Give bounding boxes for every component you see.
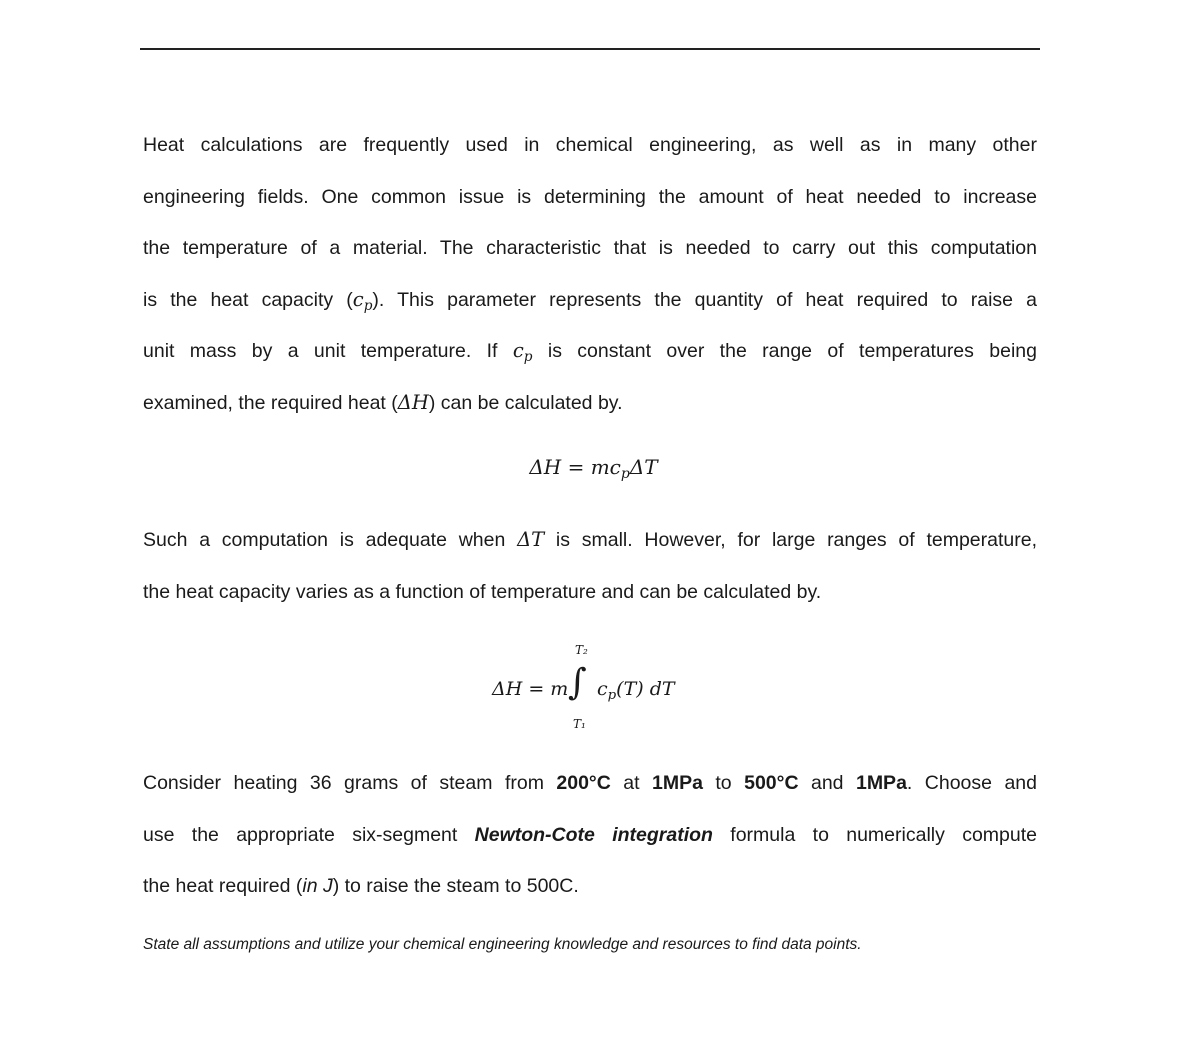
math-subscript: p [363, 297, 373, 314]
paragraph-line [143, 288, 1037, 340]
math-subscript: p [607, 687, 617, 703]
bold-value: 200°C [556, 772, 611, 794]
math-subscript: p [620, 466, 630, 483]
math-symbol: ΔH [397, 390, 429, 414]
equation-lhs: ΔH = m [492, 678, 569, 700]
bold-value: 1MPa [855, 772, 907, 794]
paragraph-line [143, 133, 1037, 185]
text-fragment: is the heat capacity ( [143, 288, 353, 311]
text-fragment: Such a computation is adequate when [143, 529, 518, 551]
assumptions-note: State all assumptions and utilize your chemical engineering knowledge and resources to find data points. [143, 936, 862, 953]
paragraph-line [143, 236, 1037, 288]
top-rule [140, 48, 1040, 50]
text-fragment: examined, the required heat ( [143, 391, 398, 414]
math-symbol: ΔT [517, 528, 545, 551]
paragraph-line [143, 874, 1037, 926]
integrand-rest: (T) dT [616, 678, 675, 700]
equation-integral [492, 643, 712, 738]
text-fragment: use the appropriate six-segment [143, 823, 475, 846]
paragraph-variable-cp [143, 528, 1037, 631]
paragraph-line [143, 339, 1037, 391]
paragraph-line [143, 185, 1037, 237]
integral-sign: ∫ [568, 662, 587, 703]
text-line: the heat capacity varies as a function of temperature and can be calculated by. [143, 580, 822, 603]
text-fragment: at [610, 772, 652, 794]
text-fragment: ) to raise the steam to 500C. [332, 875, 579, 897]
bold-italic-term: Newton-Cote integration [474, 823, 713, 846]
equation-constant-cp [0, 455, 1179, 483]
paragraph-line [143, 528, 1037, 580]
math-symbol: c [512, 339, 524, 362]
integral-lower-limit: T₁ [573, 717, 586, 731]
text-line: the temperature of a material. The characteristic that is needed to carry out this computation [143, 237, 1037, 259]
text-fragment: is constant over the range of temperatures being [532, 340, 1037, 362]
text-line: engineering fields. One common issue is determining the amount of heat needed to increase [143, 185, 1037, 208]
paragraph-problem [143, 771, 1037, 926]
text-fragment: formula to numerically compute [712, 823, 1037, 846]
math-symbol: c [352, 287, 364, 311]
paragraph-line [143, 771, 1037, 823]
text-fragment: to [702, 772, 745, 794]
equals-sign: = [561, 455, 591, 479]
text-line: Heat calculations are frequently used in chemical engineering, as well as in many other [143, 134, 1037, 156]
paragraph-line [143, 391, 1037, 443]
math-subscript: p [523, 349, 533, 366]
text-fragment: . Choose and [906, 772, 1037, 794]
text-fragment: is small. However, for large ranges of temperature, [544, 529, 1038, 551]
italic-unit: in J [302, 875, 333, 897]
text-fragment: and [798, 772, 856, 794]
text-fragment: ) can be calculated by. [428, 391, 623, 414]
paragraph-line [143, 823, 1037, 875]
integrand-symbol: c [597, 678, 608, 700]
bold-value: 1MPa [651, 772, 703, 794]
equation-term: mc [590, 455, 621, 479]
paragraph-intro [143, 133, 1037, 442]
equation-term: ΔT [629, 455, 658, 479]
integral-upper-limit: T₂ [575, 643, 588, 657]
text-fragment: ). This parameter represents the quantity of heat required to raise a [372, 288, 1037, 311]
text-fragment: the heat required ( [143, 875, 303, 897]
paragraph-line [143, 580, 1037, 632]
equation-lhs: ΔH [529, 455, 562, 479]
integrand [597, 678, 675, 703]
text-fragment: Consider heating 36 grams of steam from [143, 772, 557, 794]
bold-value: 500°C [744, 772, 799, 794]
text-fragment: unit mass by a unit temperature. If [143, 340, 513, 362]
